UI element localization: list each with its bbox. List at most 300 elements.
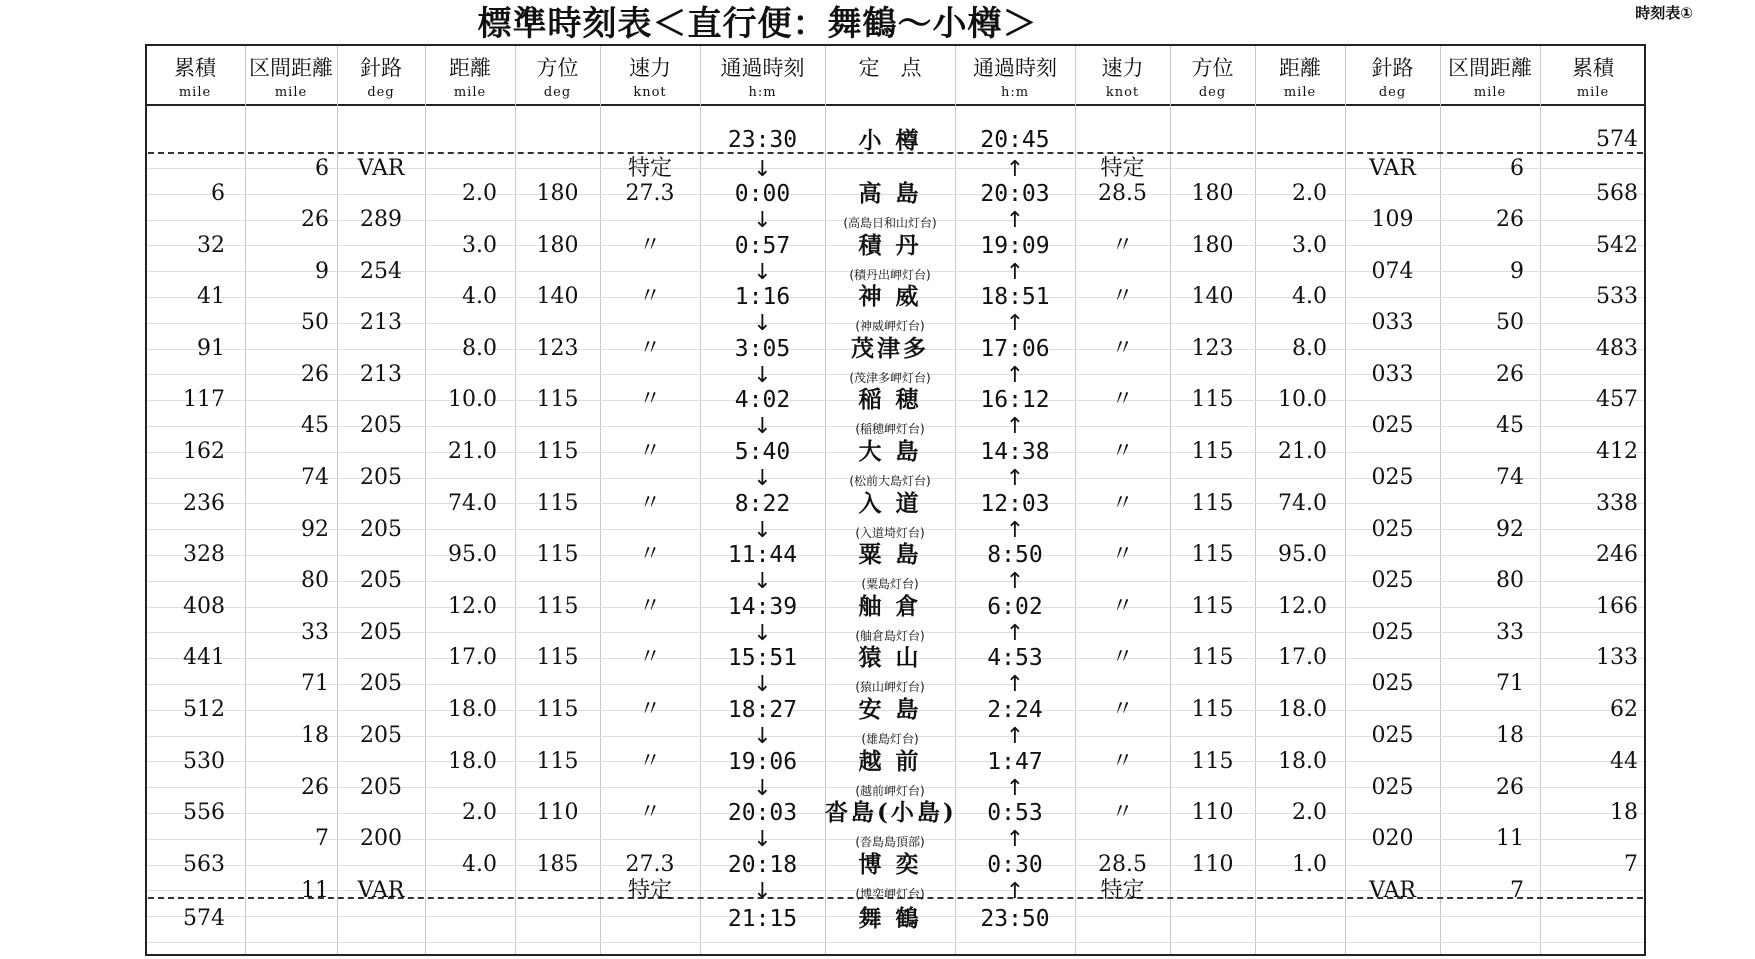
speed-southbound: 〃 bbox=[638, 800, 661, 826]
bearing-southbound: 123 bbox=[536, 335, 579, 361]
section-distance-northbound: 26 bbox=[1496, 774, 1524, 800]
bearing-northbound: 115 bbox=[1191, 542, 1234, 568]
pass-time-southbound: 20:18 bbox=[727, 851, 798, 878]
waypoint-name: 舳 倉 bbox=[858, 592, 922, 620]
speed-southbound: 〃 bbox=[638, 748, 661, 774]
lighthouse-name: (越前岬灯台) bbox=[855, 783, 925, 798]
header-label: 累積 bbox=[1572, 56, 1614, 80]
speed-northbound: 〃 bbox=[1111, 490, 1134, 516]
bearing-northbound: 180 bbox=[1191, 232, 1234, 258]
distance-southbound: 4.0 bbox=[462, 284, 497, 310]
section-distance-northbound: 33 bbox=[1496, 619, 1524, 645]
bearing-northbound: 115 bbox=[1191, 645, 1234, 671]
speed-northbound: 〃 bbox=[1111, 335, 1134, 361]
section-distance-southbound: 26 bbox=[301, 361, 329, 387]
section-distance-northbound: 45 bbox=[1496, 413, 1524, 439]
distance-northbound: 8.0 bbox=[1292, 335, 1327, 361]
pass-time-northbound: 0:30 bbox=[987, 851, 1043, 878]
column-divider bbox=[337, 46, 338, 954]
pass-time-southbound: 14:39 bbox=[727, 593, 798, 620]
up-arrow-icon: ↑ bbox=[1005, 672, 1025, 698]
bearing-southbound: 185 bbox=[536, 851, 579, 877]
header-label: 区間距離 bbox=[249, 56, 333, 80]
bearing-southbound: 115 bbox=[536, 645, 579, 671]
bearing-southbound: 115 bbox=[536, 593, 579, 619]
section-distance-southbound: 26 bbox=[301, 774, 329, 800]
cumulative-northbound: 412 bbox=[1596, 439, 1638, 464]
lighthouse-name: (高島日和山灯台) bbox=[843, 216, 937, 230]
section-distance-northbound: 7 bbox=[1510, 877, 1524, 903]
waypoint-name: 入 道 bbox=[858, 489, 922, 517]
cumulative-northbound: 7 bbox=[1624, 851, 1638, 877]
course-northbound: 025 bbox=[1371, 516, 1414, 542]
section-distance-southbound: 26 bbox=[301, 207, 329, 232]
cumulative-southbound: 162 bbox=[183, 439, 225, 464]
up-arrow-icon: ↑ bbox=[1005, 414, 1025, 440]
course-southbound: 205 bbox=[360, 619, 402, 645]
up-arrow-icon: ↑ bbox=[1005, 569, 1025, 595]
course-northbound: 109 bbox=[1371, 207, 1414, 232]
distance-northbound: 2.0 bbox=[1292, 181, 1327, 206]
down-arrow-icon: ↓ bbox=[753, 362, 772, 388]
section-distance-southbound: 33 bbox=[301, 619, 329, 645]
cumulative-southbound: 117 bbox=[183, 387, 225, 413]
pass-time-southbound: 8:22 bbox=[734, 490, 791, 517]
waypoint-name: 猿 山 bbox=[858, 644, 922, 672]
pass-time-northbound: 18:51 bbox=[980, 284, 1050, 311]
speed-northbound: 〃 bbox=[1111, 542, 1134, 568]
pass-time-southbound: 15:51 bbox=[727, 645, 798, 672]
down-arrow-icon: ↓ bbox=[753, 259, 772, 285]
section-distance-northbound: 71 bbox=[1496, 671, 1524, 697]
header-unit: h:m bbox=[1000, 85, 1030, 100]
distance-northbound: 18.0 bbox=[1278, 697, 1327, 722]
header-unit: deg bbox=[1378, 85, 1407, 100]
bearing-northbound: 110 bbox=[1191, 851, 1234, 877]
distance-northbound: 3.0 bbox=[1292, 232, 1327, 258]
column-divider bbox=[245, 46, 246, 954]
header-label: 距離 bbox=[1279, 56, 1321, 80]
course-northbound: 025 bbox=[1371, 671, 1414, 697]
section-distance-southbound: 6 bbox=[315, 156, 329, 181]
speed-southbound: 〃 bbox=[638, 645, 661, 671]
cumulative-northbound: 18 bbox=[1610, 800, 1638, 826]
section-distance-northbound: 26 bbox=[1496, 207, 1524, 232]
distance-northbound: 74.0 bbox=[1278, 490, 1327, 516]
pass-time-northbound: 16:12 bbox=[980, 387, 1050, 414]
waypoint-name: 粟 島 bbox=[858, 541, 922, 569]
header-label: 速力 bbox=[629, 56, 671, 80]
lighthouse-name: (博奕岬灯台) bbox=[855, 886, 925, 901]
waypoint-name: 沓島(小島) bbox=[825, 799, 957, 827]
distance-southbound: 18.0 bbox=[448, 748, 497, 774]
section-distance-northbound: 50 bbox=[1496, 310, 1524, 336]
lighthouse-name: (猿山岬灯台) bbox=[855, 680, 925, 695]
waypoint-name: 安 島 bbox=[858, 696, 922, 723]
pass-time-southbound: 0:57 bbox=[734, 232, 791, 259]
up-arrow-icon: ↑ bbox=[1005, 362, 1025, 388]
course-northbound: 074 bbox=[1371, 258, 1414, 284]
course-southbound: 213 bbox=[360, 310, 402, 336]
cumulative-southbound: 236 bbox=[183, 490, 225, 516]
down-arrow-icon: ↓ bbox=[753, 672, 772, 698]
section-distance-northbound: 11 bbox=[1496, 826, 1524, 852]
bearing-southbound: 115 bbox=[536, 439, 579, 464]
arrival-time-southbound: 21:15 bbox=[727, 906, 798, 932]
lighthouse-name: (舳倉島灯台) bbox=[855, 628, 925, 643]
distance-southbound: 2.0 bbox=[462, 181, 497, 206]
section-distance-southbound: 9 bbox=[315, 258, 329, 284]
column-divider bbox=[1345, 46, 1346, 954]
cumulative-southbound: 6 bbox=[211, 181, 225, 206]
up-arrow-icon: ↑ bbox=[1005, 827, 1025, 853]
speed-northbound: 〃 bbox=[1111, 232, 1134, 258]
speed-southbound: 27.3 bbox=[625, 851, 675, 877]
course-southbound: 289 bbox=[360, 207, 402, 232]
distance-southbound: 17.0 bbox=[448, 645, 497, 671]
cumulative-northbound: 542 bbox=[1596, 232, 1638, 258]
cumulative-northbound: 166 bbox=[1596, 593, 1638, 619]
page-title: 標準時刻表＜直行便：舞鶴〜小樽＞ bbox=[477, 4, 1038, 44]
end-port-name: 舞 鶴 bbox=[858, 905, 922, 932]
distance-southbound: 2.0 bbox=[462, 800, 497, 826]
lighthouse-name: (入道埼灯台) bbox=[855, 525, 925, 540]
pass-time-northbound: 8:50 bbox=[987, 542, 1043, 569]
speed-northbound: 特定 bbox=[1100, 877, 1145, 903]
section-distance-southbound: 11 bbox=[301, 877, 329, 903]
pass-time-southbound: 1:16 bbox=[734, 284, 791, 311]
lighthouse-name: (松前大島灯台) bbox=[849, 474, 931, 488]
header-unit: deg bbox=[1198, 85, 1227, 100]
speed-southbound: 特定 bbox=[627, 156, 672, 181]
down-arrow-icon: ↓ bbox=[753, 208, 772, 233]
pass-time-southbound: 18:27 bbox=[727, 697, 798, 723]
course-northbound: 033 bbox=[1371, 361, 1414, 387]
header-unit: mile bbox=[1473, 85, 1507, 100]
cumulative-northbound: 44 bbox=[1610, 748, 1638, 774]
distance-northbound: 4.0 bbox=[1292, 284, 1327, 310]
pass-time-northbound: 6:02 bbox=[987, 593, 1043, 620]
pass-time-southbound: 5:40 bbox=[734, 439, 791, 465]
section-distance-southbound: 71 bbox=[301, 671, 329, 697]
bearing-northbound: 115 bbox=[1191, 387, 1234, 413]
cumulative-southbound: 563 bbox=[183, 851, 225, 877]
distance-southbound: 21.0 bbox=[448, 439, 497, 464]
bearing-southbound: 115 bbox=[536, 387, 579, 413]
cumulative-southbound: 408 bbox=[183, 593, 225, 619]
lighthouse-name: (稲穂岬灯台) bbox=[855, 422, 925, 437]
cumulative-northbound: 457 bbox=[1596, 387, 1638, 413]
course-northbound: 025 bbox=[1371, 723, 1414, 748]
waypoint-name: 稲 穂 bbox=[858, 386, 922, 414]
down-arrow-icon: ↓ bbox=[753, 311, 772, 337]
header-unit: h:m bbox=[748, 85, 777, 100]
cumulative-northbound: 574 bbox=[1596, 127, 1638, 152]
course-northbound: VAR bbox=[1369, 156, 1416, 181]
course-southbound: 254 bbox=[360, 258, 402, 284]
header-unit: mile bbox=[453, 85, 487, 100]
header-unit: mile bbox=[178, 85, 212, 100]
speed-northbound: 〃 bbox=[1111, 284, 1134, 310]
speed-northbound: 28.5 bbox=[1098, 181, 1147, 206]
section-distance-northbound: 6 bbox=[1510, 156, 1524, 181]
speed-southbound: 〃 bbox=[638, 284, 661, 310]
cumulative-northbound: 338 bbox=[1596, 490, 1638, 516]
header-unit: deg bbox=[367, 85, 395, 100]
distance-southbound: 3.0 bbox=[462, 232, 497, 258]
down-arrow-icon: ↓ bbox=[753, 827, 772, 853]
cumulative-southbound: 91 bbox=[197, 335, 225, 361]
down-arrow-icon: ↓ bbox=[753, 620, 772, 646]
speed-northbound: 〃 bbox=[1111, 645, 1134, 671]
speed-northbound: 〃 bbox=[1111, 800, 1134, 826]
waypoint-name: 高 島 bbox=[858, 180, 922, 207]
header-unit: knot bbox=[633, 85, 667, 100]
cumulative-northbound: 483 bbox=[1596, 335, 1638, 361]
course-southbound: 205 bbox=[360, 774, 402, 800]
pass-time-northbound: 14:38 bbox=[980, 439, 1050, 465]
header-label: 速力 bbox=[1101, 56, 1144, 80]
down-arrow-icon: ↓ bbox=[753, 569, 772, 595]
pass-time-southbound: 0:00 bbox=[734, 181, 791, 207]
cumulative-northbound: 568 bbox=[1596, 181, 1638, 206]
start-port-name: 小 樽 bbox=[858, 127, 922, 154]
lighthouse-name: (茂津多岬灯台) bbox=[849, 370, 931, 385]
course-northbound: 025 bbox=[1371, 413, 1414, 439]
down-arrow-icon: ↓ bbox=[753, 466, 772, 491]
pass-time-southbound: 4:02 bbox=[734, 387, 791, 414]
speed-southbound: 〃 bbox=[638, 490, 661, 516]
header-label: 通過時刻 bbox=[720, 56, 805, 80]
bearing-northbound: 140 bbox=[1191, 284, 1234, 310]
header-label: 定 点 bbox=[858, 56, 922, 80]
section-distance-northbound: 92 bbox=[1496, 516, 1524, 542]
cumulative-southbound: 512 bbox=[183, 697, 225, 722]
waypoint-name: 越 前 bbox=[858, 747, 922, 775]
up-arrow-icon: ↑ bbox=[1005, 311, 1025, 337]
header-unit: deg bbox=[543, 85, 572, 100]
cumulative-southbound: 328 bbox=[183, 542, 225, 568]
section-distance-northbound: 74 bbox=[1496, 465, 1524, 490]
header-label: 針路 bbox=[360, 56, 402, 80]
header-label: 区間距離 bbox=[1448, 56, 1532, 80]
section-distance-northbound: 9 bbox=[1510, 258, 1524, 284]
down-arrow-icon: ↓ bbox=[753, 878, 772, 904]
course-northbound: 020 bbox=[1371, 826, 1414, 852]
bearing-northbound: 115 bbox=[1191, 748, 1234, 774]
cumulative-southbound: 41 bbox=[197, 284, 225, 310]
header-label: 累積 bbox=[174, 56, 216, 80]
section-distance-southbound: 92 bbox=[301, 516, 329, 542]
waypoint-name: 茂津多 bbox=[851, 334, 929, 362]
course-northbound: 025 bbox=[1371, 465, 1414, 490]
down-arrow-icon: ↓ bbox=[753, 775, 772, 801]
up-arrow-icon: ↑ bbox=[1005, 208, 1025, 233]
course-southbound: 205 bbox=[360, 568, 402, 594]
distance-southbound: 4.0 bbox=[462, 851, 497, 877]
header-unit: mile bbox=[1283, 85, 1317, 100]
distance-northbound: 21.0 bbox=[1278, 439, 1327, 464]
course-southbound: 205 bbox=[360, 413, 402, 439]
up-arrow-icon: ↑ bbox=[1005, 466, 1025, 491]
pass-time-northbound: 19:09 bbox=[980, 232, 1050, 259]
down-arrow-icon: ↓ bbox=[753, 517, 772, 543]
up-arrow-icon: ↑ bbox=[1005, 259, 1025, 285]
speed-northbound: 〃 bbox=[1111, 387, 1134, 413]
cumulative-southbound: 574 bbox=[183, 906, 225, 931]
pass-time-northbound: 1:47 bbox=[987, 748, 1043, 775]
speed-northbound: 〃 bbox=[1111, 697, 1134, 722]
distance-northbound: 95.0 bbox=[1278, 542, 1327, 568]
cumulative-northbound: 62 bbox=[1610, 697, 1638, 722]
speed-northbound: 〃 bbox=[1111, 748, 1134, 774]
course-southbound: 205 bbox=[360, 671, 402, 697]
pass-time-northbound: 2:24 bbox=[987, 697, 1043, 723]
section-distance-southbound: 7 bbox=[315, 826, 329, 852]
pass-time-northbound: 20:03 bbox=[980, 181, 1050, 207]
row-rule bbox=[147, 942, 1644, 943]
pass-time-northbound: 17:06 bbox=[980, 335, 1050, 362]
arrival-time-northbound: 20:45 bbox=[980, 127, 1050, 153]
distance-southbound: 74.0 bbox=[448, 490, 497, 516]
bearing-northbound: 110 bbox=[1191, 800, 1234, 826]
course-northbound: 025 bbox=[1371, 568, 1414, 594]
header-label: 針路 bbox=[1371, 56, 1414, 80]
up-arrow-icon: ↑ bbox=[1005, 878, 1025, 904]
course-southbound: 205 bbox=[360, 723, 402, 748]
speed-northbound: 〃 bbox=[1111, 439, 1134, 464]
course-southbound: VAR bbox=[357, 156, 405, 181]
lighthouse-name: (粟島灯台) bbox=[861, 577, 919, 592]
speed-northbound: 〃 bbox=[1111, 593, 1134, 619]
distance-northbound: 18.0 bbox=[1278, 748, 1327, 774]
bearing-southbound: 140 bbox=[536, 284, 579, 310]
bearing-northbound: 180 bbox=[1191, 181, 1234, 206]
cumulative-northbound: 133 bbox=[1596, 645, 1638, 671]
down-arrow-icon: ↓ bbox=[753, 724, 772, 749]
course-northbound: 025 bbox=[1371, 774, 1414, 800]
distance-southbound: 18.0 bbox=[448, 697, 497, 722]
bearing-southbound: 180 bbox=[536, 232, 579, 258]
distance-southbound: 10.0 bbox=[448, 387, 497, 413]
speed-northbound: 28.5 bbox=[1098, 851, 1147, 877]
speed-southbound: 27.3 bbox=[625, 181, 675, 206]
departure-time-southbound: 23:30 bbox=[727, 127, 798, 153]
header-label: 通過時刻 bbox=[973, 56, 1057, 80]
course-southbound: 200 bbox=[360, 826, 402, 852]
distance-southbound: 8.0 bbox=[462, 335, 497, 361]
pass-time-northbound: 0:53 bbox=[987, 800, 1043, 827]
pass-time-southbound: 20:03 bbox=[727, 800, 798, 827]
cumulative-southbound: 530 bbox=[183, 748, 225, 774]
bearing-northbound: 115 bbox=[1191, 593, 1234, 619]
speed-northbound: 特定 bbox=[1100, 156, 1145, 181]
bearing-southbound: 110 bbox=[536, 800, 579, 826]
pass-time-southbound: 3:05 bbox=[734, 335, 791, 362]
speed-southbound: 〃 bbox=[638, 387, 661, 413]
header-label: 方位 bbox=[1191, 56, 1234, 80]
waypoint-name: 大 島 bbox=[858, 438, 922, 465]
bearing-northbound: 115 bbox=[1191, 697, 1234, 722]
bearing-southbound: 115 bbox=[536, 697, 579, 722]
cumulative-southbound: 32 bbox=[197, 232, 225, 258]
distance-northbound: 12.0 bbox=[1278, 593, 1327, 619]
cumulative-northbound: 246 bbox=[1596, 542, 1638, 568]
course-northbound: 025 bbox=[1371, 619, 1414, 645]
cumulative-southbound: 556 bbox=[183, 800, 225, 826]
section-distance-southbound: 80 bbox=[301, 568, 329, 594]
bearing-northbound: 115 bbox=[1191, 439, 1234, 464]
cumulative-southbound: 441 bbox=[183, 645, 225, 671]
up-arrow-icon: ↑ bbox=[1005, 157, 1025, 182]
up-arrow-icon: ↑ bbox=[1005, 724, 1025, 749]
distance-northbound: 17.0 bbox=[1278, 645, 1327, 671]
course-northbound: VAR bbox=[1369, 877, 1416, 903]
lighthouse-name: (神威岬灯台) bbox=[855, 319, 925, 334]
course-southbound: 213 bbox=[360, 361, 402, 387]
bearing-southbound: 115 bbox=[536, 748, 579, 774]
header-divider bbox=[145, 104, 1646, 106]
header-unit: mile bbox=[1576, 85, 1610, 100]
distance-northbound: 2.0 bbox=[1292, 800, 1327, 826]
up-arrow-icon: ↑ bbox=[1005, 620, 1025, 646]
speed-southbound: 〃 bbox=[638, 593, 661, 619]
bearing-northbound: 123 bbox=[1191, 335, 1234, 361]
bearing-southbound: 115 bbox=[536, 542, 579, 568]
departure-time-northbound: 23:50 bbox=[980, 906, 1050, 932]
speed-southbound: 〃 bbox=[638, 439, 661, 464]
speed-southbound: 〃 bbox=[638, 232, 661, 258]
section-distance-northbound: 18 bbox=[1496, 723, 1524, 748]
up-arrow-icon: ↑ bbox=[1005, 517, 1025, 543]
bearing-southbound: 180 bbox=[536, 181, 579, 206]
column-divider bbox=[1440, 46, 1441, 954]
header-label: 方位 bbox=[536, 56, 579, 80]
lighthouse-name: (沓島島頂部) bbox=[855, 835, 925, 850]
course-southbound: VAR bbox=[357, 877, 405, 903]
header-label: 距離 bbox=[449, 56, 491, 80]
section-distance-southbound: 18 bbox=[301, 723, 329, 748]
course-southbound: 205 bbox=[360, 516, 402, 542]
speed-southbound: 〃 bbox=[638, 697, 661, 722]
waypoint-name: 積 丹 bbox=[858, 231, 922, 259]
section-distance-southbound: 45 bbox=[301, 413, 329, 439]
up-arrow-icon: ↑ bbox=[1005, 775, 1025, 801]
pass-time-northbound: 12:03 bbox=[980, 490, 1050, 517]
distance-southbound: 95.0 bbox=[448, 542, 497, 568]
section-distance-northbound: 80 bbox=[1496, 568, 1524, 594]
lighthouse-name: (積丹出岬灯台) bbox=[849, 267, 931, 282]
bearing-southbound: 115 bbox=[536, 490, 579, 516]
header-unit: mile bbox=[274, 85, 308, 100]
header-unit: knot bbox=[1105, 85, 1140, 100]
distance-northbound: 1.0 bbox=[1292, 851, 1327, 877]
speed-southbound: 〃 bbox=[638, 335, 661, 361]
speed-southbound: 特定 bbox=[627, 877, 672, 903]
course-southbound: 205 bbox=[360, 465, 402, 490]
pass-time-northbound: 4:53 bbox=[987, 645, 1043, 672]
waypoint-name: 博 奕 bbox=[858, 850, 922, 878]
course-northbound: 033 bbox=[1371, 310, 1414, 336]
lighthouse-name: (雄島灯台) bbox=[861, 732, 919, 746]
down-arrow-icon: ↓ bbox=[753, 157, 772, 182]
pass-time-southbound: 19:06 bbox=[727, 748, 798, 775]
distance-southbound: 12.0 bbox=[448, 593, 497, 619]
distance-northbound: 10.0 bbox=[1278, 387, 1327, 413]
pass-time-southbound: 11:44 bbox=[727, 542, 798, 569]
cumulative-northbound: 533 bbox=[1596, 284, 1638, 310]
waypoint-name: 神 威 bbox=[858, 283, 922, 311]
